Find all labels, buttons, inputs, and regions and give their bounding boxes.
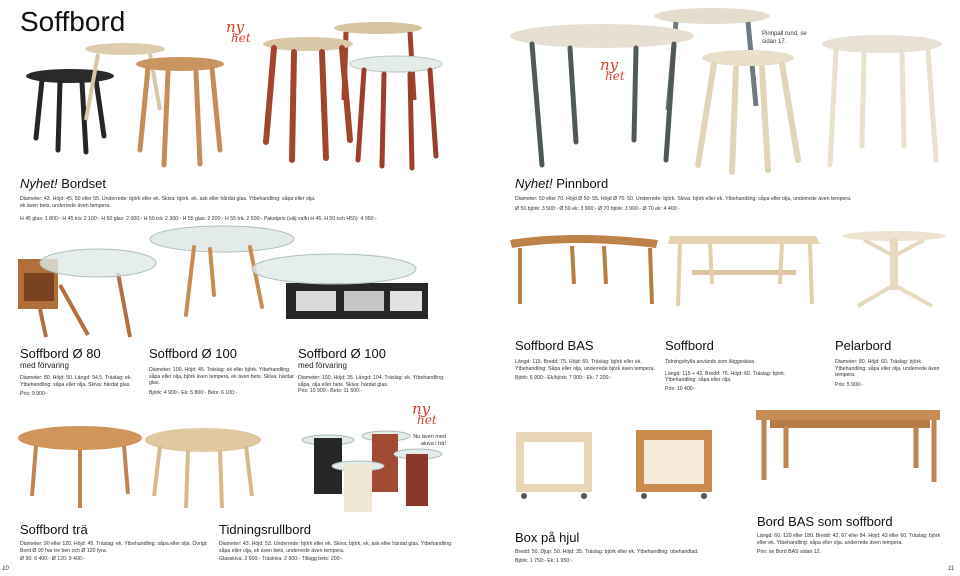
bordset-block bbox=[20, 176, 460, 223]
storage-note: Nu även med akiva i trä! bbox=[413, 434, 446, 447]
tidningsrullbord-block bbox=[219, 522, 459, 563]
soffbordbas-title: Soffbord BAS bbox=[515, 338, 594, 353]
boxpahjul-description: Bredd: 50. Djup: 50. Höjd: 35. Träslag: björk eller ek. Ytbehandling: obehandlad. bbox=[515, 549, 699, 555]
soffbordbas-description: Längd: 115. Bredd: 75. Höjd: 60. Träslag: björk eller ek. Ytbehandling: Såpa eller olja, underrede björk även tempera. bbox=[515, 359, 655, 372]
boxpahjul-block bbox=[515, 530, 755, 564]
soffbordtra-block bbox=[20, 522, 215, 563]
pinnbord-name: Pinnbord bbox=[556, 176, 609, 191]
soffbord100b-description: Diameter: 100. Höjd: 35. Längd: 104. Träslag: ek. Ytbehandling: såpa, olja eller bets. Skiva: härdat glas. bbox=[298, 375, 445, 388]
soffbord-price: Pris: 10 400:- bbox=[665, 385, 696, 392]
soffbord80-price: Pris: 9 900:- bbox=[20, 391, 48, 398]
boxpahjul-title: Box på hjul bbox=[515, 530, 580, 545]
badge-ny: ny bbox=[226, 18, 245, 36]
boxpahjul-price: Björk: 1 750:- Ek: 1 950:- bbox=[515, 557, 573, 564]
soffbord80-block bbox=[20, 346, 140, 398]
soffbordtra-price: Ø 90: 6 400:- Ø 120: 9 400:- bbox=[20, 556, 85, 563]
wood-coffee-tables-photo bbox=[0, 418, 480, 523]
bordset-photo bbox=[0, 0, 480, 175]
soffbord100b-block bbox=[298, 346, 448, 395]
soffbord80-description: Diameter: 80. Höjd: 50. Längd: 94,5. Träslag: ek. Ytbehandling: såpa eller olja. Skiva: härdat glas. bbox=[20, 375, 132, 388]
badge-ny: ny bbox=[600, 56, 619, 74]
bordset-prices: H 45 glas: 1 800:- H 45 trä: 2 100:- H 50 glas: 2 000:- H 50 trä: 2 300:- H 55 glas: 2 200:- H 55 trä: 2 500:- Paketpris (välj valfri H 45, H 50 och H55): 4 950:- bbox=[20, 216, 377, 223]
bordset-name: Bordset bbox=[61, 176, 107, 191]
soffbord100a-title: Soffbord Ø 100 bbox=[149, 346, 237, 361]
soffbordtra-description: Diameter: 90 eller 120. Höjd: 45. Träslag: ek. Ytbehandling: såpa eller olja. Övrigt: Bord Ø 90 har tre ben och Ø 120 fyra. bbox=[20, 541, 208, 554]
page-title: Soffbord bbox=[20, 6, 126, 37]
soffbord100a-price: Björk: 4 900:- Ek: 5 800:- Bets: 6 100:- bbox=[149, 389, 238, 396]
soffbord-block bbox=[665, 338, 805, 392]
soffbordbas-price: Björk: 6 900:- Ek/björk: 7 000:- Ek: 7 200:- bbox=[515, 375, 612, 382]
badge-het: het bbox=[417, 413, 437, 427]
box-tables-photo bbox=[480, 408, 960, 518]
wood-tables-photo bbox=[480, 226, 960, 336]
tidningsrullbord-description: Diameter: 43. Höjd: 53. Underrede: björk eller ek. Skiva: björk, ek, ask eller härdat glas. Ytbehandling: såpa eller olja, ek även bets, underrede även tempera. bbox=[219, 541, 453, 554]
tidningsrullbord-title: Tidningsrullbord bbox=[219, 522, 312, 537]
soffbordbas-block bbox=[515, 338, 655, 382]
badge-ny: ny bbox=[412, 400, 431, 418]
pelarbord-block bbox=[835, 338, 950, 388]
soffbordtra-title: Soffbord trä bbox=[20, 522, 88, 537]
bordset-title bbox=[20, 176, 460, 191]
page-number-right: 11 bbox=[948, 566, 955, 572]
pelarbord-description: Diameter: 80. Höjd: 60. Träslag: björk. Ytbehandling: såpa eller olja, underrede även tempera. bbox=[835, 359, 940, 379]
soffbord100b-subtitle: med förvaring bbox=[298, 361, 347, 370]
page-number-left: 10 bbox=[2, 566, 9, 572]
bordbas-block bbox=[757, 514, 947, 556]
soffbord-description: Längd: 115 + 42. Bredd: 75. Höjd: 60. Träslag: björk. Ytbehandling: såpa eller olja. bbox=[665, 370, 786, 384]
pelarbord-price: Pris: 5 900:- bbox=[835, 381, 863, 388]
soffbord100b-title: Soffbord Ø 100 bbox=[298, 346, 386, 361]
pinnbord-photo bbox=[480, 0, 960, 175]
pinnbord-title bbox=[515, 176, 955, 191]
pelarbord-title: Pelarbord bbox=[835, 338, 892, 353]
pinnbord-description: Diameter: 50 eller 70. Höjd Ø 50: 55. Höjd Ø 70: 50. Underrede: björk. Skiva: björk eller ek. Ytbehandling: såpa eller olja, underrede även tempera. bbox=[515, 196, 852, 202]
bordbas-description: Längd: 60, 120 eller 180. Bredd: 42, 67 eller 84. Höjd: 43 eller 60. Träslag: björk eller ek. Ytbehandling: såpa eller olja, underrede även tempera. bbox=[757, 533, 941, 546]
pinnbord-prices: Ø 50 björk: 3 500:- Ø 50 ek: 3 900:- Ø 70 björk: 3 900:- Ø 70 ek: 4 400:- bbox=[515, 205, 680, 212]
soffbord100a-description: Diameter: 100. Höjd: 45. Träslag: ek eller björk. Ytbehandling: såpa eller olja, björk även tempera, ek även bets. Skiva: härdat glas. bbox=[149, 367, 294, 387]
pinnpall-note: Pinnpall rund, se sidan 17. bbox=[762, 31, 807, 45]
pinnbord-block bbox=[515, 176, 955, 212]
badge-het: het bbox=[605, 69, 625, 83]
new-prefix: Nyhet! bbox=[20, 176, 58, 191]
bordset-description: Diameter: 43. Höjd: 45, 50 eller 55. Underrede: björk eller ek. Skiva: björk, ek, ask eller hårdat glas. Ytbehandling: såpa eller olja, ek även bets, underrede även tempera. bbox=[20, 196, 316, 209]
new-prefix: Nyhet! bbox=[515, 176, 553, 191]
soffbord80-subtitle: med förvaring bbox=[20, 361, 69, 370]
bordbas-price: Pris: se Bord BAS sidan 12. bbox=[757, 549, 822, 556]
glass-tables-photo bbox=[0, 225, 480, 345]
tidningsrullbord-price: Glasskiva: 2 600:- Träskiva: 2 900:- Tillägg bets: 200:- bbox=[219, 556, 343, 563]
soffbord100a-block bbox=[149, 346, 294, 396]
badge-het: het bbox=[231, 31, 251, 45]
soffbord-note: Tidningshylla används som iläggsskiva. bbox=[665, 359, 756, 365]
soffbord100b-price: Pris: 10 900:- Bets: 11 500:- bbox=[298, 388, 363, 395]
soffbord80-title: Soffbord Ø 80 bbox=[20, 346, 101, 361]
bordbas-title: Bord BAS som soffbord bbox=[757, 514, 893, 529]
soffbord-title: Soffbord bbox=[665, 338, 714, 353]
